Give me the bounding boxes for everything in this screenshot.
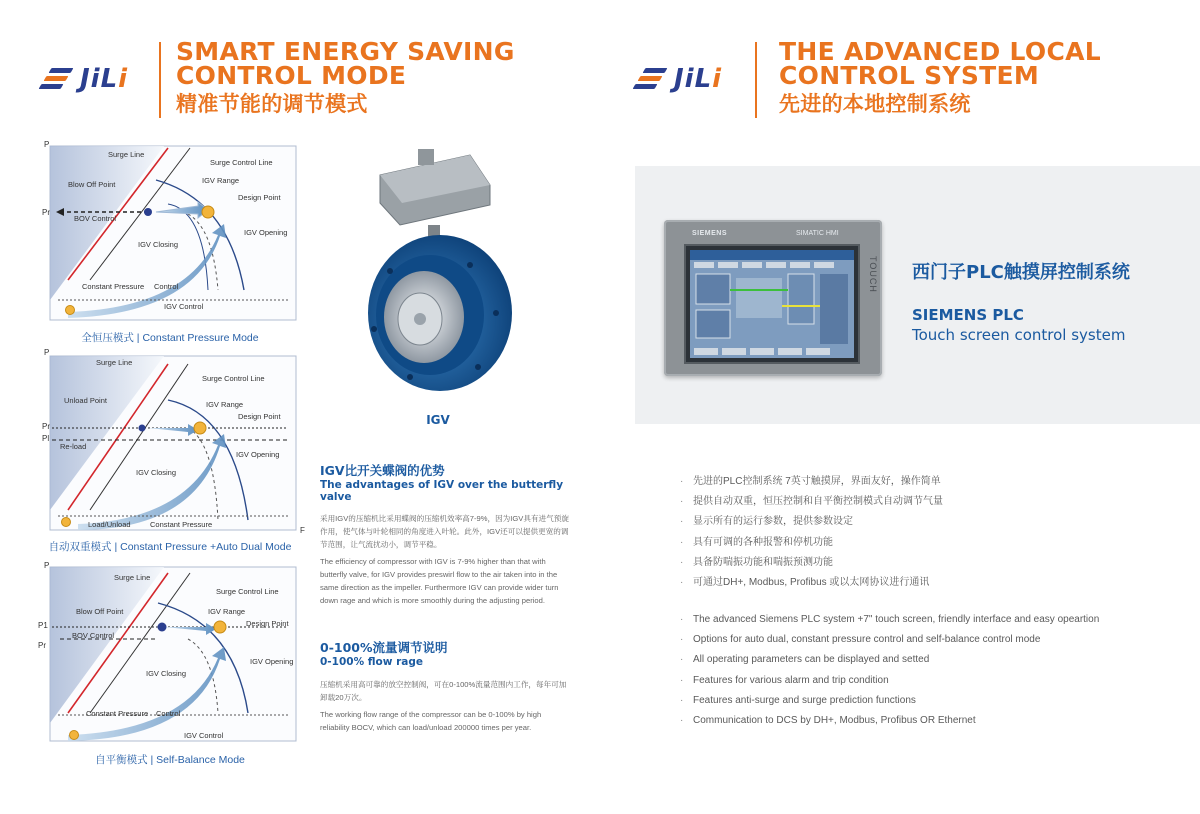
left-divider xyxy=(159,42,161,118)
flow-range-title-en: 0-100% flow rage xyxy=(320,656,424,668)
list-item: · 具有可调的各种报警和停机功能 xyxy=(680,533,943,553)
diagram-3-caption: 自平衡模式 | Self-Balance Mode xyxy=(95,754,245,766)
operating-point-label: Unload Point xyxy=(64,396,107,405)
design-point-label: Design Point xyxy=(238,193,281,202)
surge-control-line-label: Surge Control Line xyxy=(216,587,279,596)
right-title-en-2: CONTROL SYSTEM xyxy=(779,61,1040,90)
axis-y-label: P xyxy=(44,140,50,149)
flow-range-text-en: The working flow range of the compressor can be 0-100% by high reliability BOCV, which can load/unload 200000 times per year. xyxy=(320,710,542,732)
hmi-screen xyxy=(684,244,860,364)
logo-mark-icon xyxy=(634,66,670,92)
list-item: · The advanced Siemens PLC system +7" touch screen, friendly interface and easy opeartion xyxy=(680,610,1099,630)
diagram-2-caption: 自动双重模式 | Constant Pressure +Auto Dual Mode xyxy=(48,541,292,553)
bottom-left-label: Constant Pressure xyxy=(82,282,145,291)
bottom-left-label: Constant Pressure xyxy=(86,709,149,718)
igv-valve-image xyxy=(350,145,530,400)
plc-title-en-1: SIEMENS PLC xyxy=(912,306,1024,324)
igv-advantages-text-en: The efficiency of compressor with IGV is 7-9% higher than that with butterfly valve, for IGV provides preswirl flow to the air taken into in the same direction as the impeller. Furthermore IGV can provide wider turn down rage and which is more smoothly during the adjusting period. xyxy=(320,557,559,605)
left-title-en-2: CONTROL MODE xyxy=(176,61,407,90)
flow-range-title-zh: 0-100%流量调节说明 xyxy=(320,640,448,655)
igv-range-label: IGV Range xyxy=(208,607,246,616)
right-divider xyxy=(755,42,757,118)
list-item: · Communication to DCS by DH+, Modbus, Profibus OR Ethernet xyxy=(680,711,1099,731)
plc-title-en-2: Touch screen control system xyxy=(912,326,1126,344)
flow-range-text-zh: 压缩机采用高可靠的放空控制阀，可在0-100%流量范围内工作，每年可加卸载20万次。 xyxy=(320,680,567,702)
hmi-touch-label: TOUCH xyxy=(868,256,878,293)
hmi-brand: SIEMENS xyxy=(692,230,728,237)
pressure-level-1-label: Pr xyxy=(42,208,50,217)
bottom-left-label: Load/Unload xyxy=(88,520,131,529)
axis-y-label: P xyxy=(44,348,50,357)
brand-wordmark: JiLi xyxy=(674,64,723,94)
pressure-level-2-label: Pl xyxy=(42,434,50,443)
igv-closing-label: IGV Closing xyxy=(136,468,177,477)
pressure-level-1-label: P1 xyxy=(38,621,48,630)
igv-opening-label: IGV Opening xyxy=(250,657,294,666)
list-item: · All operating parameters can be displayed and setted xyxy=(680,650,1099,670)
brand-logo xyxy=(40,66,128,92)
brand-logo-right xyxy=(634,66,722,92)
surge-control-line-label: Surge Control Line xyxy=(202,374,265,383)
axis-x-label: F xyxy=(300,526,305,535)
list-item: · Options for auto dual, constant pressure control and self-balance control mode xyxy=(680,630,1099,650)
bottom-right-label: Control xyxy=(154,282,179,291)
pressure-level-1-label: Pr xyxy=(42,422,50,431)
list-item: · 显示所有的运行参数，提供参数设定 xyxy=(680,512,943,532)
bottom-right-label: Constant Pressure xyxy=(150,520,213,529)
operating-point-label: Blow Off Point xyxy=(76,607,124,616)
igv-advantages-title-zh: IGV比开关蝶阀的优势 xyxy=(320,463,445,478)
list-item: · 具备防喘振功能和喘振预测功能 xyxy=(680,553,943,573)
diagram-auto-dual xyxy=(38,350,304,536)
logo-mark-icon xyxy=(40,66,76,92)
list-item: · Features for various alarm and trip condition xyxy=(680,671,1099,691)
hmi-model: SIMATIC HMI xyxy=(796,230,839,237)
igv-advantages-text-zh: 采用IGV的压缩机比采用蝶阀的压缩机效率高7-9%，因为IGV具有进气预旋作用，使气体与叶轮相同的角度进入叶轮。此外，IGV还可以提供更宽的调节范围，让气流扰动小，调节平稳。 xyxy=(320,514,569,549)
features-list-en xyxy=(680,610,1099,731)
bov-control-label: BOV Control xyxy=(74,214,117,223)
igv-range-label: IGV Range xyxy=(206,400,244,409)
igv-control-label: IGV Control xyxy=(184,731,224,740)
right-title-en-1: THE ADVANCED LOCAL xyxy=(779,37,1101,66)
bov-control-label: BOV Control xyxy=(72,631,115,640)
design-point-label: Design Point xyxy=(238,412,281,421)
pressure-level-2-label: Pr xyxy=(38,641,46,650)
list-item: · Features anti-surge and surge prediction functions xyxy=(680,691,1099,711)
igv-control-label: IGV Control xyxy=(164,302,204,311)
diagram-constant-pressure xyxy=(38,140,304,326)
surge-line-label: Surge Line xyxy=(114,573,151,582)
axis-y-label: P xyxy=(44,561,50,570)
list-item: · 提供自动双重，恒压控制和自平衡控制模式自动调节气量 xyxy=(680,492,943,512)
valve-label: IGV xyxy=(426,413,450,427)
design-point-label: Design Point xyxy=(246,619,289,628)
igv-opening-label: IGV Opening xyxy=(236,450,280,459)
right-title-zh: 先进的本地控制系统 xyxy=(779,92,971,116)
left-title-en-1: SMART ENERGY SAVING xyxy=(176,37,515,66)
igv-closing-label: IGV Closing xyxy=(146,669,187,678)
plc-title-zh: 西门子PLC触摸屏控制系统 xyxy=(912,262,1130,283)
reload-label: Re-load xyxy=(60,442,87,451)
right-page-title xyxy=(779,37,1101,118)
brand-wordmark: JiLi xyxy=(80,64,129,94)
list-item: · 先进的PLC控制系统 7英寸触摸屏，界面友好，操作简单 xyxy=(680,472,943,492)
left-page-title xyxy=(176,37,515,118)
igv-advantages-section xyxy=(320,463,570,607)
diagram-self-balance xyxy=(38,563,304,747)
igv-advantages-title-en: The advantages of IGV over the butterfly valve xyxy=(320,479,564,503)
features-list-zh xyxy=(680,472,943,593)
operating-point-label: Blow Off Point xyxy=(68,180,116,189)
surge-control-line-label: Surge Control Line xyxy=(210,158,273,167)
left-title-zh: 精准节能的调节模式 xyxy=(176,92,368,116)
igv-opening-label: IGV Opening xyxy=(244,228,288,237)
diagram-1-caption: 全恒压模式 | Constant Pressure Mode xyxy=(81,332,259,344)
igv-closing-label: IGV Closing xyxy=(138,240,179,249)
igv-range-label: IGV Range xyxy=(202,176,240,185)
bottom-right-label: Control xyxy=(156,709,181,718)
surge-line-label: Surge Line xyxy=(108,150,145,159)
list-item: · 可通过DH+, Modbus, Profibus 或以太网协议进行通讯 xyxy=(680,573,943,593)
surge-line-label: Surge Line xyxy=(96,358,133,367)
flow-range-section xyxy=(320,640,570,734)
siemens-hmi-image xyxy=(664,220,882,376)
